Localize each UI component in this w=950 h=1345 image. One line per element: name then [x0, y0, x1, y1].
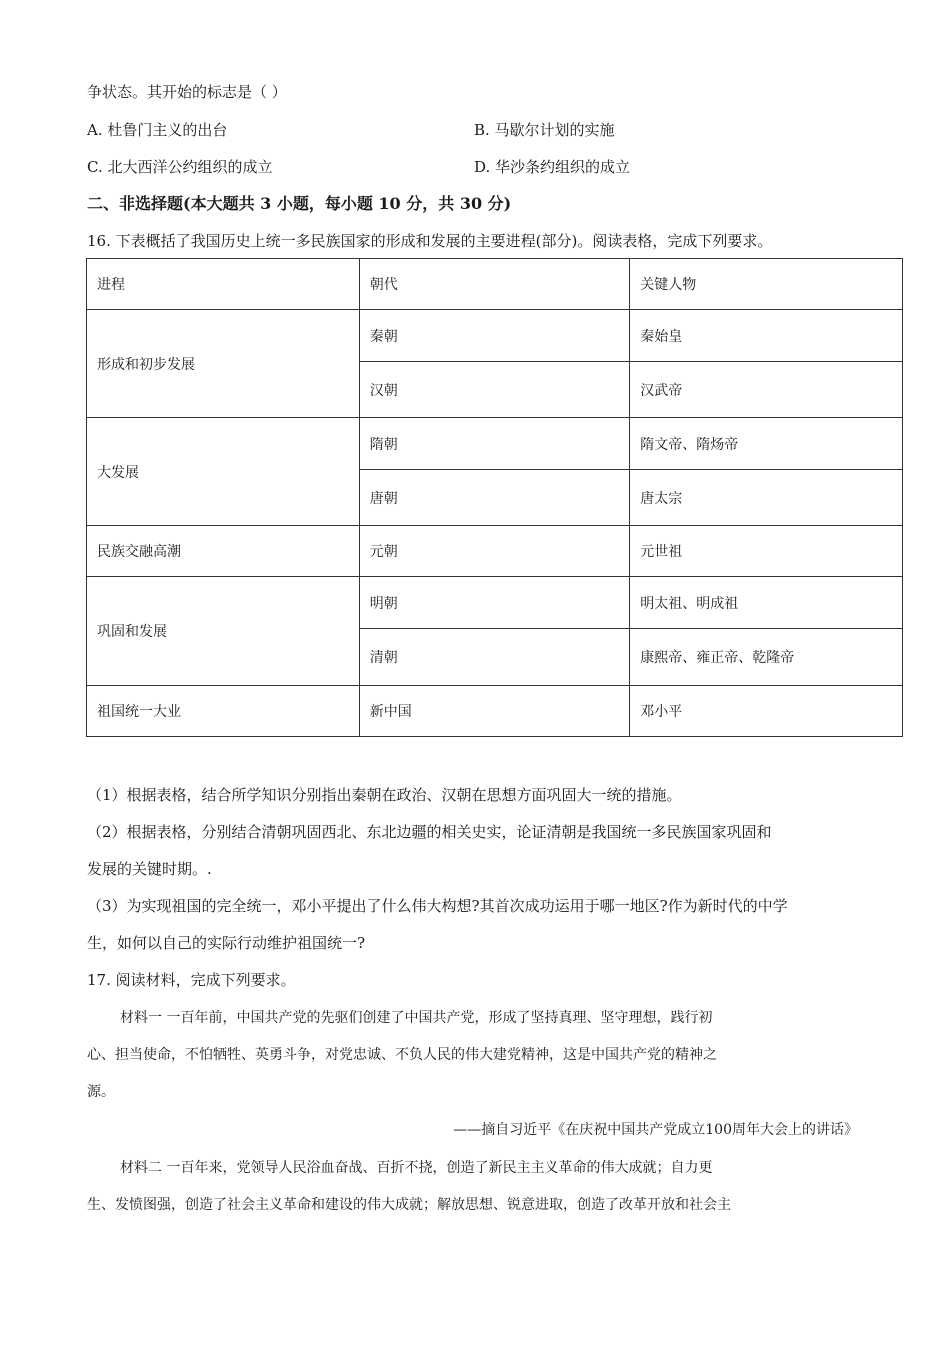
figure-cell: 明太祖、明成祖 [630, 577, 903, 629]
stage-cell: 形成和初步发展 [87, 310, 360, 418]
dynasty-cell: 唐朝 [359, 470, 630, 526]
table-header-row [87, 259, 903, 310]
q16-sub2-line2: 发展的关键时期。. [87, 860, 212, 878]
q16-sub2-line1: （2）根据表格，分别结合清朝巩固西北、东北边疆的相关史实，论证清朝是我国统一多民族国家巩固和 [87, 823, 772, 841]
material2-line1: 材料二 一百年来，党领导人民浴血奋战、百折不挠，创造了新民主主义革命的伟大成就；自力更 [120, 1160, 713, 1176]
q16-sub3-line2: 生，如何以自己的实际行动维护祖国统一? [87, 934, 366, 952]
table-row [87, 526, 903, 577]
figure-cell: 元世祖 [630, 526, 903, 577]
figure-cell: 汉武帝 [630, 362, 903, 418]
table-row [87, 577, 903, 629]
q15-option-a: A. 杜鲁门主义的出台 [87, 121, 228, 139]
stage-cell: 巩固和发展 [87, 577, 360, 686]
figure-cell: 康熙帝、雍正帝、乾隆帝 [630, 629, 903, 686]
table-header-cell: 进程 [87, 259, 360, 310]
q16-stem: 16. 下表概括了我国历史上统一多民族国家的形成和发展的主要进程(部分)。阅读表格，完成下列要求。 [87, 232, 773, 250]
stage-cell: 民族交融高潮 [87, 526, 360, 577]
q17-stem: 17. 阅读材料，完成下列要求。 [87, 971, 296, 989]
material2-line2: 生、发愤图强，创造了社会主义革命和建设的伟大成就；解放思想、锐意进取，创造了改革开放和社会主 [87, 1197, 731, 1213]
dynasty-cell: 新中国 [359, 686, 630, 737]
material1-line2: 心、担当使命，不怕牺牲、英勇斗争，对党忠诚、不负人民的伟大建党精神，这是中国共产党的精神之 [87, 1047, 717, 1063]
section-title: 二、非选择题(本大题共 3 小题，每小题 10 分，共 30 分) [87, 194, 512, 213]
q16-sub1: （1）根据表格，结合所学知识分别指出秦朝在政治、汉朝在思想方面巩固大一统的措施。 [87, 786, 682, 804]
dynasty-cell: 秦朝 [359, 310, 630, 362]
q15-option-d: D. 华沙条约组织的成立 [474, 158, 631, 176]
figure-cell: 唐太宗 [630, 470, 903, 526]
dynasty-cell: 元朝 [359, 526, 630, 577]
figure-cell: 隋文帝、隋炀帝 [630, 418, 903, 470]
q15-stem-tail: 争状态。其开始的标志是（ ） [87, 83, 287, 101]
table-row [87, 310, 903, 362]
stage-cell: 大发展 [87, 418, 360, 526]
q15-option-b: B. 马歇尔计划的实施 [474, 121, 615, 139]
q16-sub3-line1: （3）为实现祖国的完全统一，邓小平提出了什么伟大构想?其首次成功运用于哪一地区?作为新时代的中学 [87, 897, 788, 915]
dynasty-cell: 隋朝 [359, 418, 630, 470]
dynasty-cell: 清朝 [359, 629, 630, 686]
table-row [87, 686, 903, 737]
material1-line3: 源。 [87, 1084, 115, 1100]
table-row [87, 418, 903, 470]
dynasty-cell: 明朝 [359, 577, 630, 629]
material1-source: ——摘自习近平《在庆祝中国共产党成立100周年大会上的讲话》 [453, 1122, 858, 1138]
history-progress-table [86, 258, 903, 737]
figure-cell: 秦始皇 [630, 310, 903, 362]
stage-cell: 祖国统一大业 [87, 686, 360, 737]
q15-option-c: C. 北大西洋公约组织的成立 [87, 158, 273, 176]
figure-cell: 邓小平 [630, 686, 903, 737]
dynasty-cell: 汉朝 [359, 362, 630, 418]
table-header-cell: 关键人物 [630, 259, 903, 310]
table-header-cell: 朝代 [359, 259, 630, 310]
material1-line1: 材料一 一百年前，中国共产党的先驱们创建了中国共产党，形成了坚持真理、坚守理想，践行初 [120, 1010, 713, 1026]
